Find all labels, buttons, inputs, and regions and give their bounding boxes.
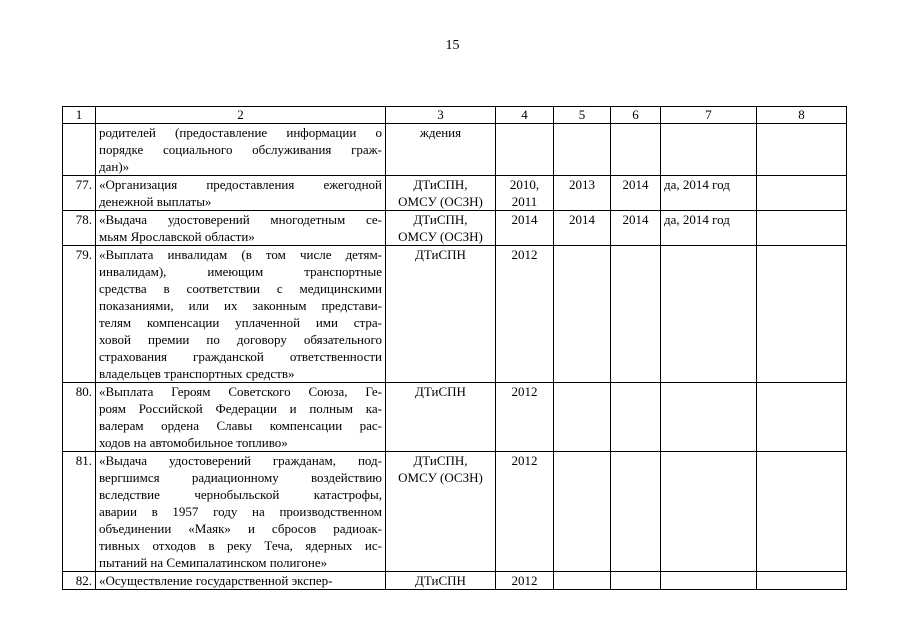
cell-line: пытаний на Семипалатинском полигоне» xyxy=(99,555,328,570)
cell-line: ходов на автомобильное топливо» xyxy=(99,435,288,450)
col6-cell xyxy=(611,572,661,590)
table-row xyxy=(63,211,847,246)
services-table xyxy=(62,106,847,590)
cell-line: тивных отходов в реку Теча, ядерных ис- xyxy=(99,538,382,553)
table-row xyxy=(63,246,847,383)
cell-line: владельцев транспортных средств» xyxy=(99,366,295,381)
header-cell-8: 8 xyxy=(757,107,847,124)
service-description xyxy=(96,176,386,211)
cell-line: телям компенсации уплаченной ими стра- xyxy=(99,315,382,330)
cell-line: мьям Ярославской области» xyxy=(99,229,255,244)
col5-cell xyxy=(554,452,611,572)
cell-line: 2012 xyxy=(511,384,538,399)
table-row xyxy=(63,176,847,211)
executor-cell xyxy=(386,572,496,590)
executor-cell xyxy=(386,176,496,211)
cell-line: дан)» xyxy=(99,159,130,174)
col7-cell: да, 2014 год xyxy=(661,211,757,246)
table-header-row xyxy=(63,107,847,124)
service-description xyxy=(96,383,386,452)
col5-cell: 2013 xyxy=(554,176,611,211)
col8-cell xyxy=(757,383,847,452)
header-cell-1: 1 xyxy=(63,107,96,124)
col6-cell xyxy=(611,383,661,452)
header-cell-2: 2 xyxy=(96,107,386,124)
col6-cell xyxy=(611,452,661,572)
year-cell xyxy=(496,452,554,572)
header-cell-7: 7 xyxy=(661,107,757,124)
cell-line: ждения xyxy=(419,125,462,140)
cell-line: 2011 xyxy=(511,194,538,209)
cell-line: «Организация предоставления ежегодной xyxy=(99,177,382,192)
cell-line: средства в соответствии с медицинскими xyxy=(99,281,382,296)
col7-cell xyxy=(661,246,757,383)
cell-line: «Выплата инвалидам (в том числе детям- xyxy=(99,247,382,262)
cell-line: 2014 xyxy=(511,212,538,227)
cell-line: «Выдача удостоверений многодетным се- xyxy=(99,212,382,227)
header-cell-4: 4 xyxy=(496,107,554,124)
cell-line: валерам ордена Славы компенсации рас- xyxy=(99,418,382,433)
year-cell xyxy=(496,124,554,176)
executor-cell xyxy=(386,211,496,246)
cell-line: аварии в 1957 году на производственном xyxy=(99,504,382,519)
service-description xyxy=(96,452,386,572)
service-description xyxy=(96,246,386,383)
col5-cell xyxy=(554,572,611,590)
cell-line: «Осуществление государственной экспер- xyxy=(99,573,333,588)
cell-line: ДТиСПН, xyxy=(413,212,468,227)
col6-cell: 2014 xyxy=(611,211,661,246)
executor-cell xyxy=(386,452,496,572)
col8-cell xyxy=(757,452,847,572)
cell-line: роям Российской Федерации и полным ка- xyxy=(99,401,382,416)
cell-line: ОМСУ (ОСЗН) xyxy=(398,194,483,209)
page-number: 15 xyxy=(445,38,460,53)
col5-cell: 2014 xyxy=(554,211,611,246)
service-description xyxy=(96,572,386,590)
cell-line: ДТиСПН xyxy=(415,384,466,399)
executor-cell xyxy=(386,246,496,383)
cell-line: объединении «Маяк» и сбросов радиоак- xyxy=(99,521,382,536)
cell-line: 2012 xyxy=(511,247,538,262)
cell-line: порядке социального обслуживания граж- xyxy=(99,142,382,157)
col5-cell xyxy=(554,124,611,176)
cell-line: ДТиСПН, xyxy=(413,177,468,192)
col8-cell xyxy=(757,124,847,176)
col7-cell xyxy=(661,572,757,590)
col7-cell: да, 2014 год xyxy=(661,176,757,211)
cell-line: 2012 xyxy=(511,573,538,588)
cell-line: вследствие чернобыльской катастрофы, xyxy=(99,487,382,502)
col5-cell xyxy=(554,246,611,383)
col5-cell xyxy=(554,383,611,452)
executor-cell xyxy=(386,383,496,452)
cell-line: родителей (предоставление информации о xyxy=(99,125,382,140)
cell-line: 2010, xyxy=(509,177,540,192)
col7-cell xyxy=(661,124,757,176)
table-row xyxy=(63,572,847,590)
cell-line: ОМСУ (ОСЗН) xyxy=(398,229,483,244)
col8-cell xyxy=(757,176,847,211)
row-number: 81. xyxy=(63,452,96,572)
col8-cell xyxy=(757,246,847,383)
executor-cell xyxy=(386,124,496,176)
table-body xyxy=(63,107,847,590)
table-row xyxy=(63,124,847,176)
cell-line: показаниями, или их законным представи- xyxy=(99,298,382,313)
row-number: 77. xyxy=(63,176,96,211)
row-number: 79. xyxy=(63,246,96,383)
row-number: 82. xyxy=(63,572,96,590)
col7-cell xyxy=(661,383,757,452)
cell-line: денежной выплаты» xyxy=(99,194,212,209)
year-cell xyxy=(496,176,554,211)
row-number xyxy=(63,124,96,176)
col6-cell: 2014 xyxy=(611,176,661,211)
cell-line: страхования гражданской ответственности xyxy=(99,349,382,364)
table-row xyxy=(63,452,847,572)
row-number: 78. xyxy=(63,211,96,246)
cell-line: ДТиСПН xyxy=(415,247,466,262)
col6-cell xyxy=(611,246,661,383)
year-cell xyxy=(496,572,554,590)
header-cell-3: 3 xyxy=(386,107,496,124)
cell-line: ОМСУ (ОСЗН) xyxy=(398,470,483,485)
service-description xyxy=(96,211,386,246)
cell-line: ДТиСПН xyxy=(415,573,466,588)
header-cell-6: 6 xyxy=(611,107,661,124)
table-row xyxy=(63,383,847,452)
year-cell xyxy=(496,211,554,246)
col7-cell xyxy=(661,452,757,572)
cell-line: ДТиСПН, xyxy=(413,453,468,468)
row-number: 80. xyxy=(63,383,96,452)
year-cell xyxy=(496,383,554,452)
cell-line: вергшимся радиационному воздействию xyxy=(99,470,382,485)
col6-cell xyxy=(611,124,661,176)
cell-line: инвалидам), имеющим транспортные xyxy=(99,264,382,279)
cell-line: 2012 xyxy=(511,453,538,468)
year-cell xyxy=(496,246,554,383)
header-cell-5: 5 xyxy=(554,107,611,124)
col8-cell xyxy=(757,211,847,246)
col8-cell xyxy=(757,572,847,590)
cell-line: «Выплата Героям Советского Союза, Ге- xyxy=(99,384,382,399)
service-description xyxy=(96,124,386,176)
cell-line: «Выдача удостоверений гражданам, под- xyxy=(99,453,382,468)
cell-line: ховой премии по договору обязательного xyxy=(99,332,382,347)
